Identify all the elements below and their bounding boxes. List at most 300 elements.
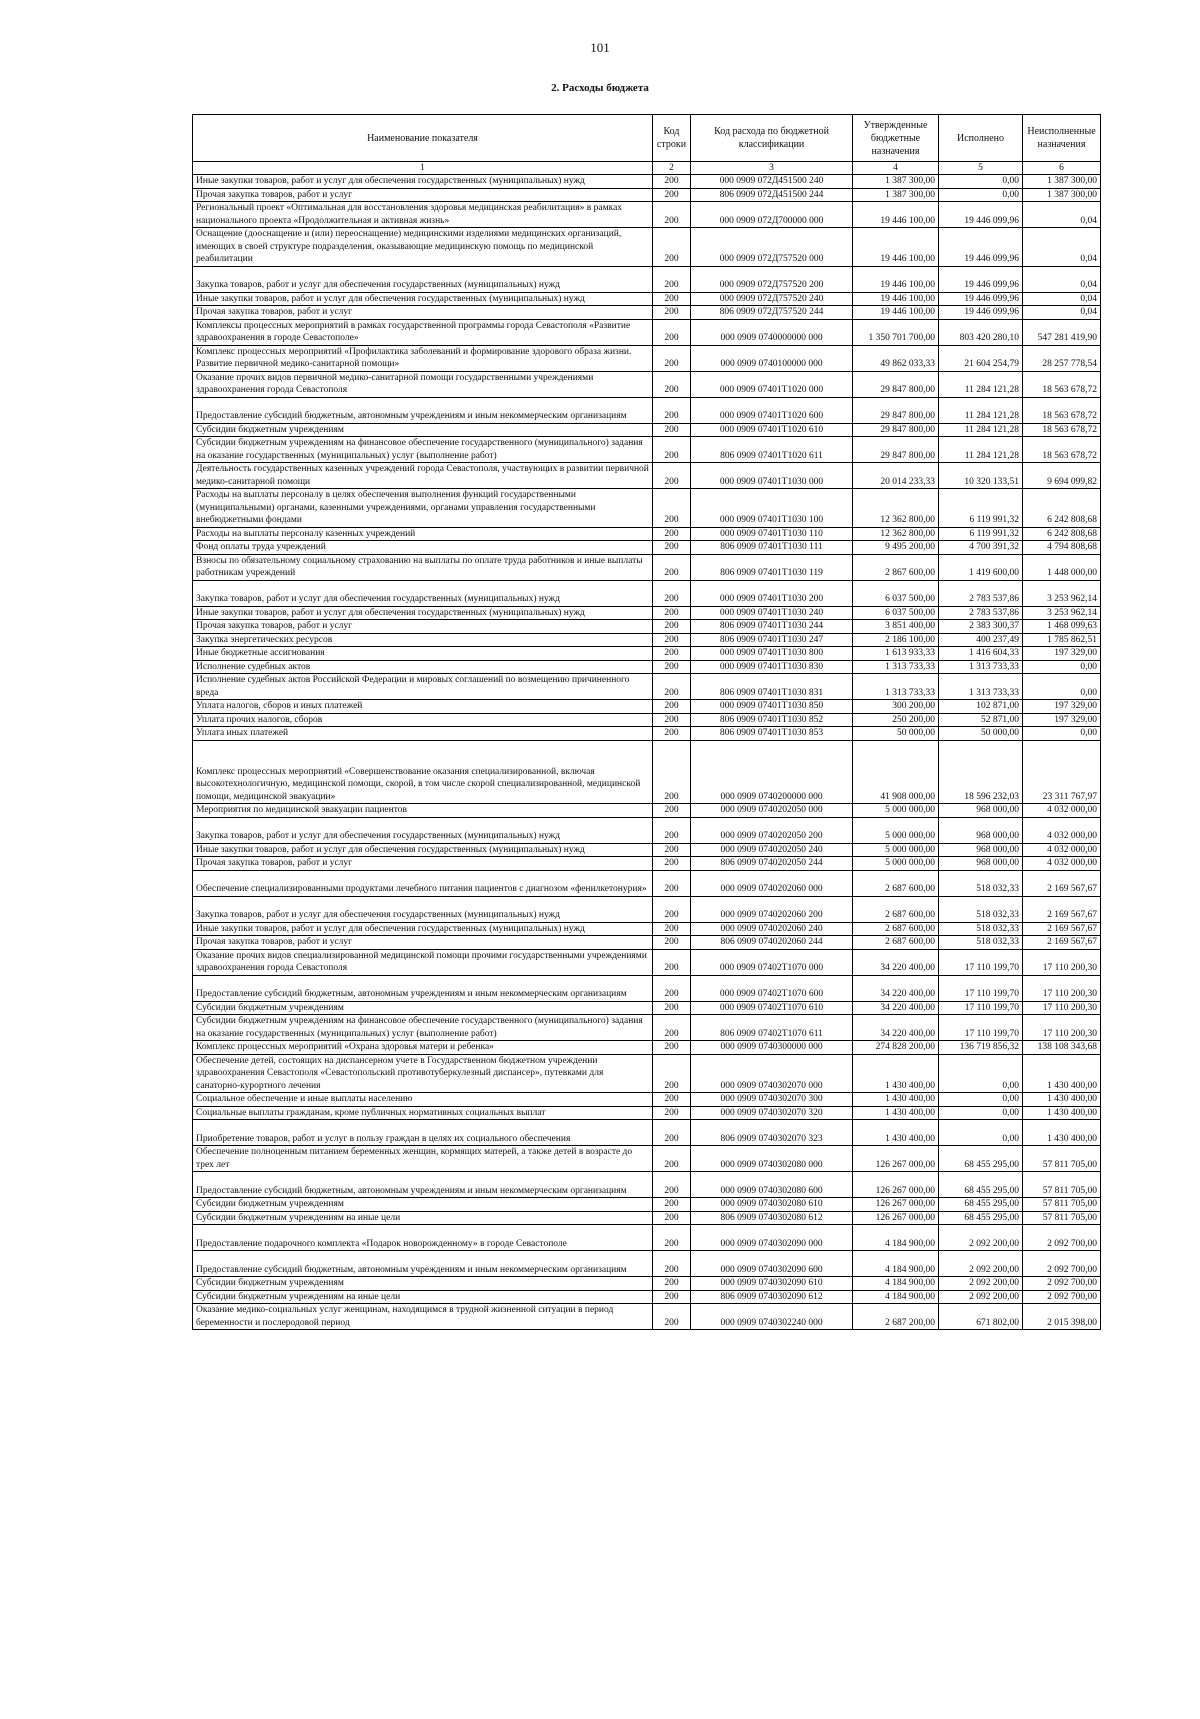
row-name-cell: Прочая закупка товаров, работ и услуг: [193, 306, 653, 320]
row-name-cell: Комплекс процессных мероприятий «Охрана здоровья матери и ребенка»: [193, 1041, 653, 1055]
row-line-code-cell: 200: [653, 527, 691, 541]
column-header-classification-code: Код расхода по бюджетной классификации: [691, 115, 853, 162]
row-name-cell: Мероприятия по медицинской эвакуации пациентов: [193, 804, 653, 818]
row-line-code-cell: 200: [653, 1106, 691, 1120]
row-approved-cell: 250 200,00: [853, 713, 939, 727]
row-remaining-cell: 4 032 000,00: [1023, 857, 1101, 871]
row-classification-code-cell: 000 0909 07401Т1020 610: [691, 423, 853, 437]
row-name-cell: Иные закупки товаров, работ и услуг для обеспечения государственных (муниципальных) нужд: [193, 606, 653, 620]
row-executed-cell: 17 110 199,70: [939, 1015, 1023, 1041]
row-remaining-cell: 4 032 000,00: [1023, 817, 1101, 843]
row-name-cell: Закупка товаров, работ и услуг для обеспечения государственных (муниципальных) нужд: [193, 896, 653, 922]
row-remaining-cell: 4 032 000,00: [1023, 804, 1101, 818]
row-executed-cell: 1 416 604,33: [939, 647, 1023, 661]
column-header-remaining: Неисполненные назначения: [1023, 115, 1101, 162]
row-approved-cell: 19 446 100,00: [853, 202, 939, 228]
table-row: [193, 423, 1101, 437]
row-line-code-cell: 200: [653, 1041, 691, 1055]
row-executed-cell: 400 237,49: [939, 633, 1023, 647]
row-line-code-cell: 200: [653, 319, 691, 345]
table-row: [193, 1251, 1101, 1277]
row-line-code-cell: 200: [653, 804, 691, 818]
row-approved-cell: 1 430 400,00: [853, 1106, 939, 1120]
table-row: [193, 870, 1101, 896]
row-name-cell: Исполнение судебных актов Российской Федерации и мировых соглашений по возмещению причиненного вреда: [193, 674, 653, 700]
row-line-code-cell: 200: [653, 306, 691, 320]
row-remaining-cell: 0,04: [1023, 266, 1101, 292]
table-row: [193, 1106, 1101, 1120]
row-classification-code-cell: 000 0909 07401Т1020 600: [691, 397, 853, 423]
table-row: [193, 580, 1101, 606]
row-approved-cell: 1 430 400,00: [853, 1120, 939, 1146]
row-name-cell: Оснащение (дооснащение и (или) переоснащение) медицинскими изделиями медицинских организаций, имеющих в своей структуре подразделения, оказывающие медицинскую помощь по медицинской реабилитации: [193, 228, 653, 267]
row-remaining-cell: 1 785 862,51: [1023, 633, 1101, 647]
row-classification-code-cell: 806 0909 07401Т1020 611: [691, 437, 853, 463]
row-remaining-cell: 1 430 400,00: [1023, 1120, 1101, 1146]
row-name-cell: Субсидии бюджетным учреждениям на финансовое обеспечение государственного (муниципального) задания на оказание государственных (муниципальных) услуг (выполнение работ): [193, 1015, 653, 1041]
row-approved-cell: 29 847 800,00: [853, 423, 939, 437]
row-executed-cell: 518 032,33: [939, 870, 1023, 896]
row-classification-code-cell: 000 0909 0740302070 000: [691, 1054, 853, 1093]
row-executed-cell: 68 455 295,00: [939, 1211, 1023, 1225]
row-line-code-cell: 200: [653, 345, 691, 371]
row-name-cell: Обеспечение полноценным питанием беременных женщин, кормящих матерей, а также детей в возрасте до трех лет: [193, 1146, 653, 1172]
row-executed-cell: 102 871,00: [939, 700, 1023, 714]
row-name-cell: Прочая закупка товаров, работ и услуг: [193, 857, 653, 871]
table-row: [193, 489, 1101, 528]
row-classification-code-cell: 806 0909 07401Т1030 119: [691, 554, 853, 580]
row-approved-cell: 34 220 400,00: [853, 975, 939, 1001]
row-line-code-cell: 200: [653, 541, 691, 555]
column-number: 6: [1023, 162, 1101, 175]
row-name-cell: Иные закупки товаров, работ и услуг для обеспечения государственных (муниципальных) нужд: [193, 843, 653, 857]
table-row: [193, 1054, 1101, 1093]
row-line-code-cell: 200: [653, 713, 691, 727]
row-name-cell: Региональный проект «Оптимальная для восстановления здоровья медицинская реабилитация» в рамках национального проекта «Продолжительная и активная жизнь»: [193, 202, 653, 228]
table-row: [193, 345, 1101, 371]
row-line-code-cell: 200: [653, 606, 691, 620]
row-approved-cell: 1 350 701 700,00: [853, 319, 939, 345]
row-line-code-cell: 200: [653, 936, 691, 950]
row-approved-cell: 3 851 400,00: [853, 620, 939, 634]
column-number: 3: [691, 162, 853, 175]
table-row: [193, 527, 1101, 541]
row-remaining-cell: 1 430 400,00: [1023, 1106, 1101, 1120]
table-row: [193, 554, 1101, 580]
row-name-cell: Предоставление субсидий бюджетным, автономным учреждениям и иным некоммерческим организациям: [193, 1251, 653, 1277]
row-name-cell: Предоставление подарочного комплекта «Подарок новорожденному» в городе Севастополе: [193, 1225, 653, 1251]
row-classification-code-cell: 000 0909 0740000000 000: [691, 319, 853, 345]
row-executed-cell: 50 000,00: [939, 727, 1023, 741]
table-row: [193, 606, 1101, 620]
table-row: [193, 1198, 1101, 1212]
table-row: [193, 633, 1101, 647]
row-approved-cell: 2 186 100,00: [853, 633, 939, 647]
row-approved-cell: 126 267 000,00: [853, 1211, 939, 1225]
row-name-cell: Субсидии бюджетным учреждениям: [193, 1198, 653, 1212]
row-line-code-cell: 200: [653, 870, 691, 896]
row-remaining-cell: 3 253 962,14: [1023, 606, 1101, 620]
row-executed-cell: 2 092 200,00: [939, 1290, 1023, 1304]
row-name-cell: Предоставление субсидий бюджетным, автономным учреждениям и иным некоммерческим организациям: [193, 975, 653, 1001]
row-remaining-cell: 0,00: [1023, 727, 1101, 741]
row-remaining-cell: 2 169 567,67: [1023, 922, 1101, 936]
row-remaining-cell: 138 108 343,68: [1023, 1041, 1101, 1055]
budget-expenses-table: [192, 114, 1101, 1330]
row-classification-code-cell: 000 0909 07401Т1030 110: [691, 527, 853, 541]
row-remaining-cell: 18 563 678,72: [1023, 371, 1101, 397]
row-name-cell: Субсидии бюджетным учреждениям на иные цели: [193, 1211, 653, 1225]
table-row: [193, 1120, 1101, 1146]
row-executed-cell: 0,00: [939, 188, 1023, 202]
row-executed-cell: 2 383 300,37: [939, 620, 1023, 634]
row-classification-code-cell: 806 0909 07401Т1030 831: [691, 674, 853, 700]
row-name-cell: Субсидии бюджетным учреждениям на иные цели: [193, 1290, 653, 1304]
row-line-code-cell: 200: [653, 857, 691, 871]
row-name-cell: Обеспечение детей, состоящих на диспансерном учете в Государственном бюджетном учреждении здравоохранения Севастополя «Севастопольский противотуберкулезный диспансер», путевками для санаторно-курортного лечения: [193, 1054, 653, 1093]
table-row: [193, 463, 1101, 489]
row-executed-cell: 518 032,33: [939, 922, 1023, 936]
row-name-cell: Обеспечение специализированными продуктами лечебного питания пациентов с диагнозом «фенилкетонурия»: [193, 870, 653, 896]
row-line-code-cell: 200: [653, 975, 691, 1001]
row-name-cell: Иные бюджетные ассигнования: [193, 647, 653, 661]
row-remaining-cell: 547 281 419,90: [1023, 319, 1101, 345]
row-executed-cell: 968 000,00: [939, 817, 1023, 843]
table-row: [193, 1277, 1101, 1291]
row-approved-cell: 2 687 600,00: [853, 922, 939, 936]
row-executed-cell: 0,00: [939, 175, 1023, 189]
row-line-code-cell: 200: [653, 1093, 691, 1107]
row-classification-code-cell: 000 0909 0740302080 610: [691, 1198, 853, 1212]
row-approved-cell: 9 495 200,00: [853, 541, 939, 555]
table-row: [193, 949, 1101, 975]
row-classification-code-cell: 000 0909 0740302090 610: [691, 1277, 853, 1291]
row-approved-cell: 1 387 300,00: [853, 175, 939, 189]
row-name-cell: Оказание прочих видов специализированной медицинской помощи прочими государственными учреждениями здравоохранения города Севастополя: [193, 949, 653, 975]
row-remaining-cell: 2 169 567,67: [1023, 896, 1101, 922]
row-classification-code-cell: 000 0909 07402Т1070 610: [691, 1001, 853, 1015]
row-classification-code-cell: 806 0909 0740202060 244: [691, 936, 853, 950]
row-remaining-cell: 2 169 567,67: [1023, 936, 1101, 950]
row-remaining-cell: 3 253 962,14: [1023, 580, 1101, 606]
row-approved-cell: 300 200,00: [853, 700, 939, 714]
row-name-cell: Прочая закупка товаров, работ и услуг: [193, 620, 653, 634]
row-executed-cell: 17 110 199,70: [939, 1001, 1023, 1015]
row-remaining-cell: 57 811 705,00: [1023, 1211, 1101, 1225]
row-remaining-cell: 0,04: [1023, 306, 1101, 320]
row-remaining-cell: 1 448 000,00: [1023, 554, 1101, 580]
row-name-cell: Субсидии бюджетным учреждениям: [193, 1001, 653, 1015]
row-name-cell: Приобретение товаров, работ и услуг в пользу граждан в целях их социального обеспечения: [193, 1120, 653, 1146]
row-remaining-cell: 17 110 200,30: [1023, 975, 1101, 1001]
table-row: [193, 740, 1101, 804]
row-line-code-cell: 200: [653, 202, 691, 228]
row-name-cell: Уплата прочих налогов, сборов: [193, 713, 653, 727]
row-classification-code-cell: 806 0909 072Д451500 244: [691, 188, 853, 202]
row-approved-cell: 29 847 800,00: [853, 437, 939, 463]
row-remaining-cell: 1 468 099,63: [1023, 620, 1101, 634]
row-classification-code-cell: 000 0909 0740202050 240: [691, 843, 853, 857]
row-approved-cell: 126 267 000,00: [853, 1198, 939, 1212]
table-row: [193, 437, 1101, 463]
row-line-code-cell: 200: [653, 423, 691, 437]
row-remaining-cell: 2 015 398,00: [1023, 1304, 1101, 1330]
row-approved-cell: 29 847 800,00: [853, 371, 939, 397]
row-classification-code-cell: 000 0909 07401Т1020 000: [691, 371, 853, 397]
column-number: 5: [939, 162, 1023, 175]
row-remaining-cell: 4 032 000,00: [1023, 843, 1101, 857]
row-name-cell: Закупка товаров, работ и услуг для обеспечения государственных (муниципальных) нужд: [193, 266, 653, 292]
row-executed-cell: 11 284 121,28: [939, 397, 1023, 423]
row-executed-cell: 2 092 200,00: [939, 1225, 1023, 1251]
row-line-code-cell: 200: [653, 175, 691, 189]
table-header-row: [193, 115, 1101, 162]
row-classification-code-cell: 000 0909 0740302070 320: [691, 1106, 853, 1120]
row-name-cell: Предоставление субсидий бюджетным, автономным учреждениям и иным некоммерческим организациям: [193, 1172, 653, 1198]
row-approved-cell: 20 014 233,33: [853, 463, 939, 489]
row-name-cell: Уплата иных платежей: [193, 727, 653, 741]
row-approved-cell: 19 446 100,00: [853, 292, 939, 306]
row-line-code-cell: 200: [653, 740, 691, 804]
row-executed-cell: 11 284 121,28: [939, 423, 1023, 437]
row-classification-code-cell: 000 0909 0740202050 000: [691, 804, 853, 818]
row-line-code-cell: 200: [653, 1015, 691, 1041]
row-executed-cell: 803 420 280,10: [939, 319, 1023, 345]
row-line-code-cell: 200: [653, 817, 691, 843]
row-approved-cell: 19 446 100,00: [853, 228, 939, 267]
row-line-code-cell: 200: [653, 437, 691, 463]
row-approved-cell: 1 613 933,33: [853, 647, 939, 661]
row-name-cell: Субсидии бюджетным учреждениям: [193, 1277, 653, 1291]
row-name-cell: Закупка товаров, работ и услуг для обеспечения государственных (муниципальных) нужд: [193, 580, 653, 606]
row-name-cell: Оказание медико-социальных услуг женщинам, находящимся в трудной жизненной ситуации в период беременности и послеродовой период: [193, 1304, 653, 1330]
row-executed-cell: 4 700 391,32: [939, 541, 1023, 555]
row-classification-code-cell: 000 0909 072Д700000 000: [691, 202, 853, 228]
row-executed-cell: 2 092 200,00: [939, 1277, 1023, 1291]
row-remaining-cell: 197 329,00: [1023, 647, 1101, 661]
row-approved-cell: 5 000 000,00: [853, 843, 939, 857]
row-approved-cell: 2 687 600,00: [853, 936, 939, 950]
row-executed-cell: 68 455 295,00: [939, 1146, 1023, 1172]
row-executed-cell: 518 032,33: [939, 896, 1023, 922]
table-row: [193, 975, 1101, 1001]
row-line-code-cell: 200: [653, 949, 691, 975]
row-classification-code-cell: 806 0909 07401Т1030 853: [691, 727, 853, 741]
row-approved-cell: 126 267 000,00: [853, 1146, 939, 1172]
row-name-cell: Иные закупки товаров, работ и услуг для обеспечения государственных (муниципальных) нужд: [193, 922, 653, 936]
row-name-cell: Иные закупки товаров, работ и услуг для обеспечения государственных (муниципальных) нужд: [193, 175, 653, 189]
row-executed-cell: 518 032,33: [939, 936, 1023, 950]
row-executed-cell: 52 871,00: [939, 713, 1023, 727]
table-row: [193, 896, 1101, 922]
row-executed-cell: 17 110 199,70: [939, 975, 1023, 1001]
row-executed-cell: 11 284 121,28: [939, 437, 1023, 463]
row-approved-cell: 4 184 900,00: [853, 1277, 939, 1291]
row-classification-code-cell: 000 0909 0740202060 240: [691, 922, 853, 936]
row-approved-cell: 1 313 733,33: [853, 674, 939, 700]
row-line-code-cell: 200: [653, 1198, 691, 1212]
row-executed-cell: 10 320 133,51: [939, 463, 1023, 489]
row-executed-cell: 19 446 099,96: [939, 292, 1023, 306]
row-remaining-cell: 18 563 678,72: [1023, 423, 1101, 437]
row-name-cell: Предоставление субсидий бюджетным, автономным учреждениям и иным некоммерческим организациям: [193, 397, 653, 423]
row-line-code-cell: 200: [653, 1225, 691, 1251]
row-executed-cell: 11 284 121,28: [939, 371, 1023, 397]
row-name-cell: Уплата налогов, сборов и иных платежей: [193, 700, 653, 714]
row-executed-cell: 2 783 537,86: [939, 580, 1023, 606]
row-approved-cell: 4 184 900,00: [853, 1225, 939, 1251]
table-row: [193, 620, 1101, 634]
row-name-cell: Прочая закупка товаров, работ и услуг: [193, 936, 653, 950]
table-row: [193, 936, 1101, 950]
row-line-code-cell: 200: [653, 633, 691, 647]
row-classification-code-cell: 000 0909 0740100000 000: [691, 345, 853, 371]
column-header-executed: Исполнено: [939, 115, 1023, 162]
row-line-code-cell: 200: [653, 1277, 691, 1291]
table-row: [193, 674, 1101, 700]
row-classification-code-cell: 806 0909 0740302080 612: [691, 1211, 853, 1225]
row-remaining-cell: 0,00: [1023, 674, 1101, 700]
row-classification-code-cell: 806 0909 072Д757520 244: [691, 306, 853, 320]
row-approved-cell: 19 446 100,00: [853, 306, 939, 320]
row-classification-code-cell: 000 0909 0740302090 000: [691, 1225, 853, 1251]
row-remaining-cell: 1 387 300,00: [1023, 188, 1101, 202]
row-name-cell: Исполнение судебных актов: [193, 660, 653, 674]
row-line-code-cell: 200: [653, 647, 691, 661]
row-remaining-cell: 57 811 705,00: [1023, 1172, 1101, 1198]
row-name-cell: Субсидии бюджетным учреждениям: [193, 423, 653, 437]
row-executed-cell: 0,00: [939, 1120, 1023, 1146]
row-executed-cell: 671 802,00: [939, 1304, 1023, 1330]
column-header-line-code: Код строки: [653, 115, 691, 162]
row-line-code-cell: 200: [653, 727, 691, 741]
table-row: [193, 817, 1101, 843]
row-executed-cell: 0,00: [939, 1106, 1023, 1120]
table-row: [193, 1015, 1101, 1041]
row-approved-cell: 2 687 200,00: [853, 1304, 939, 1330]
row-executed-cell: 968 000,00: [939, 804, 1023, 818]
row-classification-code-cell: 000 0909 072Д757520 240: [691, 292, 853, 306]
row-classification-code-cell: 000 0909 0740200000 000: [691, 740, 853, 804]
table-row: [193, 1304, 1101, 1330]
row-name-cell: Оказание прочих видов первичной медико-санитарной помощи государственными учреждениями здравоохранения города Севастополя: [193, 371, 653, 397]
table-row: [193, 306, 1101, 320]
row-classification-code-cell: 000 0909 07401Т1030 100: [691, 489, 853, 528]
row-executed-cell: 68 455 295,00: [939, 1198, 1023, 1212]
row-name-cell: Комплекс процессных мероприятий «Профилактика заболеваний и формирование здорового образа жизни. Развитие первичной медико-санитарной помощи»: [193, 345, 653, 371]
table-row: [193, 397, 1101, 423]
column-header-name: Наименование показателя: [193, 115, 653, 162]
row-line-code-cell: 200: [653, 580, 691, 606]
row-classification-code-cell: 000 0909 07402Т1070 000: [691, 949, 853, 975]
table-row: [193, 292, 1101, 306]
row-classification-code-cell: 806 0909 07401Т1030 244: [691, 620, 853, 634]
row-remaining-cell: 4 794 808,68: [1023, 541, 1101, 555]
row-remaining-cell: 57 811 705,00: [1023, 1146, 1101, 1172]
row-approved-cell: 2 687 600,00: [853, 896, 939, 922]
row-classification-code-cell: 000 0909 0740300000 000: [691, 1041, 853, 1055]
row-remaining-cell: 2 169 567,67: [1023, 870, 1101, 896]
row-classification-code-cell: 000 0909 07401Т1030 200: [691, 580, 853, 606]
row-line-code-cell: 200: [653, 1001, 691, 1015]
row-name-cell: Закупка энергетических ресурсов: [193, 633, 653, 647]
row-classification-code-cell: 000 0909 07402Т1070 600: [691, 975, 853, 1001]
column-number-row: [193, 162, 1101, 175]
row-remaining-cell: 17 110 200,30: [1023, 1001, 1101, 1015]
table-row: [193, 727, 1101, 741]
row-name-cell: Деятельность государственных казенных учреждений города Севастополя, участвующих в развитии первичной медико-санитарной помощи: [193, 463, 653, 489]
row-executed-cell: 6 119 991,32: [939, 527, 1023, 541]
table-row: [193, 660, 1101, 674]
row-line-code-cell: 200: [653, 1304, 691, 1330]
row-executed-cell: 0,00: [939, 1054, 1023, 1093]
row-executed-cell: 21 604 254,79: [939, 345, 1023, 371]
table-body: [193, 175, 1101, 1330]
row-line-code-cell: 200: [653, 620, 691, 634]
row-approved-cell: 2 687 600,00: [853, 870, 939, 896]
row-approved-cell: 34 220 400,00: [853, 1015, 939, 1041]
row-name-cell: Фонд оплаты труда учреждений: [193, 541, 653, 555]
row-name-cell: Прочая закупка товаров, работ и услуг: [193, 188, 653, 202]
row-executed-cell: 19 446 099,96: [939, 266, 1023, 292]
row-approved-cell: 34 220 400,00: [853, 949, 939, 975]
table-row: [193, 1211, 1101, 1225]
row-classification-code-cell: 000 0909 0740202060 000: [691, 870, 853, 896]
row-approved-cell: 49 862 033,33: [853, 345, 939, 371]
row-line-code-cell: 200: [653, 371, 691, 397]
row-approved-cell: 274 828 200,00: [853, 1041, 939, 1055]
table-row: [193, 700, 1101, 714]
row-remaining-cell: 2 092 700,00: [1023, 1251, 1101, 1277]
column-number: 4: [853, 162, 939, 175]
row-approved-cell: 5 000 000,00: [853, 817, 939, 843]
table-row: [193, 857, 1101, 871]
row-remaining-cell: 17 110 200,30: [1023, 1015, 1101, 1041]
row-executed-cell: 19 446 099,96: [939, 306, 1023, 320]
row-classification-code-cell: 000 0909 07401Т1030 830: [691, 660, 853, 674]
table-row: [193, 713, 1101, 727]
table-row: [193, 1172, 1101, 1198]
row-approved-cell: 19 446 100,00: [853, 266, 939, 292]
row-executed-cell: 2 092 200,00: [939, 1251, 1023, 1277]
row-name-cell: Социальные выплаты гражданам, кроме публичных нормативных социальных выплат: [193, 1106, 653, 1120]
row-line-code-cell: 200: [653, 896, 691, 922]
row-remaining-cell: 197 329,00: [1023, 700, 1101, 714]
row-approved-cell: 41 908 000,00: [853, 740, 939, 804]
row-line-code-cell: 200: [653, 660, 691, 674]
row-remaining-cell: 9 694 099,82: [1023, 463, 1101, 489]
row-approved-cell: 6 037 500,00: [853, 606, 939, 620]
row-line-code-cell: 200: [653, 843, 691, 857]
row-name-cell: Иные закупки товаров, работ и услуг для обеспечения государственных (муниципальных) нужд: [193, 292, 653, 306]
row-classification-code-cell: 000 0909 0740202060 200: [691, 896, 853, 922]
row-approved-cell: 12 362 800,00: [853, 489, 939, 528]
table-row: [193, 1041, 1101, 1055]
row-executed-cell: 1 419 600,00: [939, 554, 1023, 580]
row-classification-code-cell: 000 0909 07401Т1030 000: [691, 463, 853, 489]
row-line-code-cell: 200: [653, 1054, 691, 1093]
row-line-code-cell: 200: [653, 1211, 691, 1225]
row-approved-cell: 1 387 300,00: [853, 188, 939, 202]
row-approved-cell: 1 313 733,33: [853, 660, 939, 674]
row-executed-cell: 2 783 537,86: [939, 606, 1023, 620]
row-name-cell: Расходы на выплаты персоналу казенных учреждений: [193, 527, 653, 541]
row-line-code-cell: 200: [653, 922, 691, 936]
table-row: [193, 202, 1101, 228]
row-approved-cell: 1 430 400,00: [853, 1093, 939, 1107]
row-line-code-cell: 200: [653, 1251, 691, 1277]
row-name-cell: Комплексы процессных мероприятий в рамках государственной программы города Севастополя «Развитие здравоохранения в городе Севастополе»: [193, 319, 653, 345]
